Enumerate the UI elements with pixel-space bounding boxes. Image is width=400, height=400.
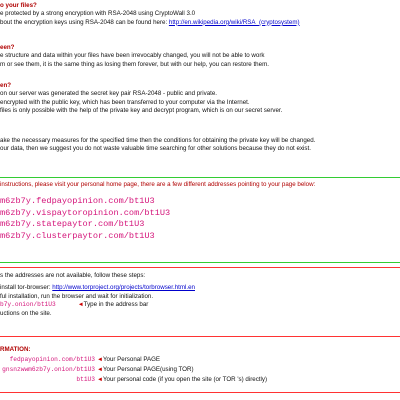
arrow-left-icon: ◄: [97, 377, 103, 383]
intro-line-2: bout the encryption keys using RSA-2048 can be found here: http://en.wikipedia.org/wiki/RSA_(cryptosystem): [0, 18, 300, 26]
site-link-3[interactable]: m6zb7y.statepaytor.com/bt1U3: [0, 219, 145, 230]
red-divider-top: [0, 267, 400, 268]
info-row-tor-page: gnsnzwwm6zb7y.onion/bt1U3 ◄Your Personal PAGE(using TOR): [0, 366, 400, 374]
section-4-line-2: our data, then we suggest you do not waste valuable time searching for other solutions because they do not exist.: [0, 145, 311, 153]
site-link-4[interactable]: m6zb7y.clusterpaytor.com/bt1U3: [0, 230, 155, 241]
tor-onion-line: b7y.onion/bt1U3 ◄Type in the address bar: [0, 301, 149, 309]
red-divider-bottom: [0, 336, 400, 337]
tor-install-line: install tor-browser: http://www.torproject.org/projects/torbrowser.html.en: [0, 284, 195, 292]
section-2-line-1: e structure and data within your files have been irrevocably changed, you will not be able to work: [0, 52, 265, 60]
intro-line-1: e protected by a strong encryption with RSA-2048 using CryptoWall 3.0: [0, 10, 196, 18]
rsa-wiki-link[interactable]: http://en.wikipedia.org/wiki/RSA_(cryptosystem): [168, 18, 300, 26]
section-3-line-3: files is only possible with the help of the private key and decrypt program, which is on our secret server.: [0, 107, 283, 115]
section-4-line-1: ake the necessary measures for the specified time then the conditions for obtaining the private key will be changed.: [0, 137, 316, 144]
tor-line-2: ful installation, run the browser and wait for initialization.: [0, 292, 154, 300]
arrow-left-icon: ◄: [97, 367, 103, 373]
tor-heading: s the addresses are not available, follow these steps:: [0, 272, 146, 279]
arrow-left-icon: ◄: [97, 357, 103, 363]
info-row-personal-page: fedpayopinion.com/bt1U3 ◄Your Personal PAGE: [0, 356, 400, 364]
arrow-left-icon: ◄: [77, 302, 84, 309]
info-row-personal-code: bt1U3 ◄Your personal code (if you open the site (or TOR 's) directly): [0, 376, 400, 384]
section-3-line-1: on our server was generated the secret key pair RSA-2048 - public and private.: [0, 90, 218, 98]
info-personal-page-address[interactable]: fedpayopinion.com/bt1U3: [9, 356, 95, 363]
section-4: [0, 137, 400, 154]
site-link-1[interactable]: m6zb7y.fedpayopinion.com/bt1U3: [0, 196, 155, 206]
site-link-2[interactable]: m6zb7y.vispaytoropinion.com/bt1U3: [0, 207, 171, 218]
information-heading: RMATION:: [0, 346, 31, 353]
instructions-line: [0, 181, 400, 189]
green-divider-bottom: [0, 262, 400, 263]
tor-section: [0, 272, 400, 318]
section-2-heading: een?: [0, 44, 15, 51]
section-2-line-2: m or see them, it is the same thing as losing them forever, but with our help, you can restore them.: [0, 60, 269, 68]
intro-heading: o your files?: [0, 2, 37, 9]
section-3-line-2: encrypted with the public key, which has been transferred to your computer via the Internet.: [0, 98, 250, 106]
instructions-text: instructions, please visit your personal home page, there are a few different addresses pointing to your page below:: [0, 181, 316, 188]
information-section: [0, 346, 400, 354]
green-divider-top: [0, 177, 400, 178]
info-personal-code: bt1U3: [76, 376, 95, 383]
tor-line-4: uctions on the site.: [0, 309, 52, 317]
tor-download-link[interactable]: http://www.torproject.org/projects/torbrowser.html.en: [52, 284, 195, 292]
section-3: [0, 82, 400, 116]
red-divider-final: [0, 392, 400, 393]
section-3-heading: en?: [0, 82, 12, 89]
info-tor-page-address[interactable]: gnsnzwwm6zb7y.onion/bt1U3: [2, 366, 95, 373]
tor-onion-address[interactable]: b7y.onion/bt1U3: [0, 301, 56, 309]
intro-section: [0, 2, 400, 27]
section-2: [0, 44, 400, 69]
sites-list: [0, 196, 400, 242]
